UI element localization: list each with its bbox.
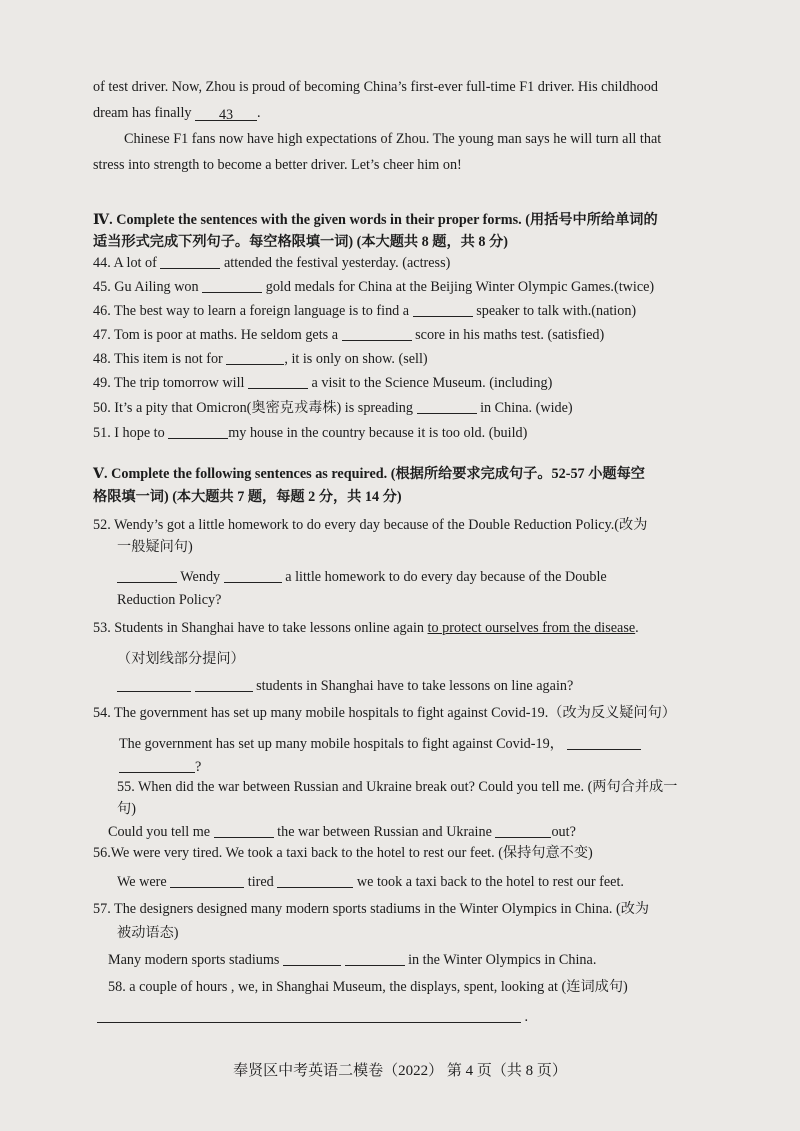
question-53: 53. Students in Shanghai have to take lessons online again to protect ourselves from the disease. — [93, 620, 639, 636]
answer-52-line-1: Wendy a little homework to do every day because of the Double — [117, 568, 607, 586]
answer-58: . — [97, 1008, 528, 1026]
blank-57b[interactable] — [345, 951, 405, 966]
blank-56a[interactable] — [170, 873, 244, 888]
question-47: 47. Tom is poor at maths. He seldom gets a score in his maths test. (satisfied) — [93, 327, 605, 343]
answer-57: Many modern sports stadiums in the Winter Olympics in China. — [108, 952, 597, 968]
page-footer: 奉贤区中考英语二模卷（2022） 第 4 页（共 8 页） — [233, 1063, 567, 1079]
blank-44[interactable] — [160, 254, 220, 269]
blank-54b[interactable] — [119, 758, 195, 773]
question-58: 58. a couple of hours , we, in Shanghai Museum, the displays, spent, looking at (连词成句) — [108, 979, 628, 995]
passage-line-3: Chinese F1 fans now have high expectations of Zhou. The young man says he will turn all that — [124, 131, 662, 147]
blank-48[interactable] — [226, 350, 284, 365]
passage-line-2: dream has finally 43 . — [93, 105, 261, 123]
answer-52-line-2: Reduction Policy? — [117, 592, 222, 608]
question-46: 46. The best way to learn a foreign language is to find a speaker to talk with.(nation) — [93, 303, 637, 319]
blank-46[interactable] — [413, 302, 473, 317]
blank-50[interactable] — [417, 399, 477, 414]
question-55: 55. When did the war between Russian and Ukraine break out? Could you tell me. (两句合并成一 — [117, 779, 678, 795]
blank-57a[interactable] — [283, 951, 341, 966]
section-5-heading-2: 格限填一词) (本大题共 7 题，每题 2 分，共 14 分) — [93, 489, 402, 505]
blank-47[interactable] — [342, 326, 412, 341]
section-4-heading-2: 适当形式完成下列句子。每空格限填一词) (本大题共 8 题，共 8 分) — [93, 234, 508, 250]
question-48: 48. This item is not for , it is only on show. (sell) — [93, 351, 428, 367]
question-55-line-2: 句) — [117, 801, 136, 817]
blank-53b[interactable] — [195, 677, 253, 692]
blank-49[interactable] — [248, 374, 308, 389]
answer-54-line-2: ? — [119, 758, 201, 776]
question-56: 56.We were very tired. We took a taxi back to the hotel to rest our feet. (保持句意不变) — [93, 845, 593, 861]
blank-52a[interactable] — [117, 568, 177, 583]
question-51: 51. I hope to my house in the country because it is too old. (build) — [93, 425, 528, 441]
question-44: 44. A lot of attended the festival yesterday. (actress) — [93, 255, 451, 271]
blank-55a[interactable] — [214, 823, 274, 838]
answer-53: students in Shanghai have to take lessons on line again? — [117, 677, 573, 695]
passage-line-1: of test driver. Now, Zhou is proud of becoming China’s first-ever full-time F1 driver. His childhood — [93, 79, 658, 95]
blank-53a[interactable] — [117, 677, 191, 692]
answer-54-line-1: The government has set up many mobile hospitals to fight against Covid-19， — [119, 735, 641, 753]
blank-54a[interactable] — [567, 735, 641, 750]
question-50: 50. It’s a pity that Omicron(奥密克戎毒株) is spreading in China. (wide) — [93, 400, 573, 416]
blank-51[interactable] — [168, 424, 228, 439]
blank-56b[interactable] — [277, 873, 353, 888]
passage-line-4: stress into strength to become a better driver. Let’s cheer him on! — [93, 157, 462, 173]
answer-56: We were tired we took a taxi back to the hotel to rest our feet. — [117, 874, 624, 890]
question-52: 52. Wendy’s got a little homework to do every day because of the Double Reduction Policy.(改为 — [93, 517, 648, 533]
answer-43: 43 — [195, 106, 257, 121]
blank-52b[interactable] — [224, 568, 282, 583]
question-52-line-2: 一般疑问句) — [117, 539, 193, 555]
question-54: 54. The government has set up many mobile hospitals to fight against Covid-19.（改为反义疑问句） — [93, 705, 676, 721]
question-57-line-2: 被动语态) — [117, 925, 179, 941]
blank-45[interactable] — [202, 278, 262, 293]
blank-55b[interactable] — [495, 823, 551, 838]
underlined-phrase-53: to protect ourselves from the disease — [427, 620, 636, 636]
question-49: 49. The trip tomorrow will a visit to the Science Museum. (including) — [93, 375, 553, 391]
answer-55: Could you tell me the war between Russian and Ukraine out? — [108, 824, 576, 840]
blank-58[interactable] — [97, 1008, 521, 1023]
section-4-heading: Ⅳ. Complete the sentences with the given words in their proper forms. (用括号中所给单词的 — [93, 212, 658, 228]
question-57: 57. The designers designed many modern sports stadiums in the Winter Olympics in China. (改为 — [93, 901, 650, 917]
question-53-note: （对划线部分提问） — [117, 651, 245, 667]
section-5-heading: Ⅴ. Complete the following sentences as required. (根据所给要求完成句子。52-57 小题每空 — [93, 466, 645, 482]
question-45: 45. Gu Ailing won gold medals for China at the Beijing Winter Olympic Games.(twice) — [93, 279, 655, 295]
